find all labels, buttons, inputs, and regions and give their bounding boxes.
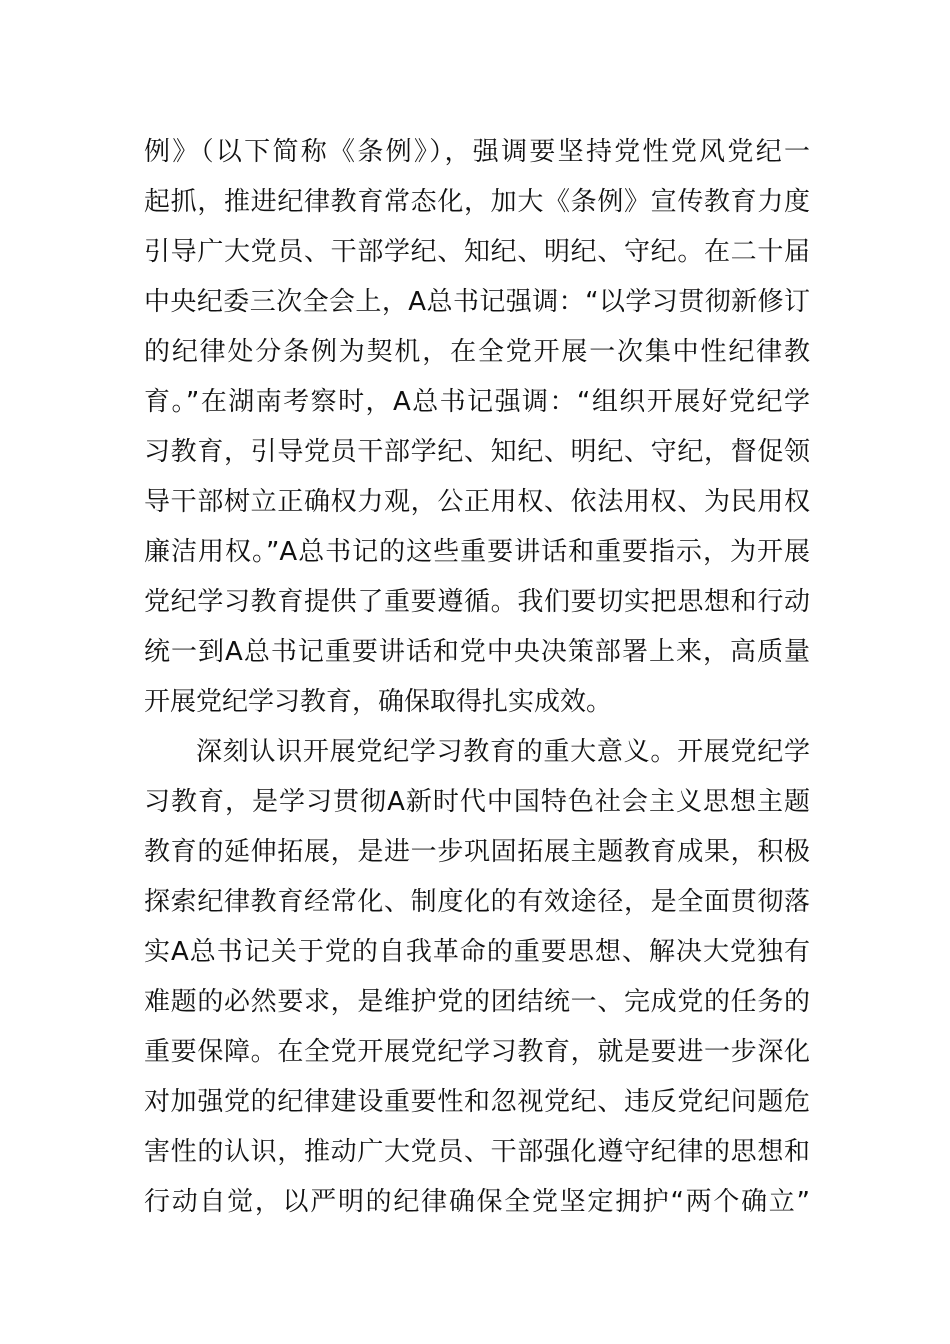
paragraph-line: 习教育，引导党员干部学纪、知纪、明纪、守纪，督促领 [144,437,810,467]
paragraph-line: 引导广大党员、干部学纪、知纪、明纪、守纪。在二十届 [144,237,810,267]
paragraph-line: 深刻认识开展党纪学习教育的重大意义。开展党纪学 [196,737,810,767]
document-body [144,127,810,1227]
paragraph-line: 害性的认识，推动广大党员、干部强化遵守纪律的思想和 [144,1137,810,1167]
paragraph-line: 起抓，推进纪律教育常态化，加大《条例》宣传教育力度 [144,187,810,217]
paragraph-line: 教育的延伸拓展，是进一步巩固拓展主题教育成果，积极 [144,837,810,867]
paragraph-line: 例》（以下简称《条例》），强调要坚持党性党风党纪一 [144,137,810,167]
paragraph-line: 重要保障。在全党开展党纪学习教育，就是要进一步深化 [144,1037,810,1067]
paragraph-line: 育。”在湖南考察时，A总书记强调：“组织开展好党纪学 [144,387,810,417]
paragraph-line: 廉洁用权。”A总书记的这些重要讲话和重要指示，为开展 [144,537,810,567]
paragraph-line: 导干部树立正确权力观，公正用权、依法用权、为民用权 [144,487,810,517]
paragraph-line: 习教育，是学习贯彻A新时代中国特色社会主义思想主题 [144,787,810,817]
paragraph-line: 探索纪律教育经常化、制度化的有效途径，是全面贯彻落 [144,887,810,917]
paragraph-1 [144,127,810,727]
paragraph-line: 行动自觉，以严明的纪律确保全党坚定拥护“两个确立” [144,1187,810,1217]
paragraph-line: 党纪学习教育提供了重要遵循。我们要切实把思想和行动 [144,587,810,617]
paragraph-line: 难题的必然要求，是维护党的团结统一、完成党的任务的 [144,987,810,1017]
paragraph-line: 对加强党的纪律建设重要性和忽视党纪、违反党纪问题危 [144,1087,810,1117]
paragraph-line: 开展党纪学习教育，确保取得扎实成效。 [144,687,613,717]
paragraph-line: 实A总书记关于党的自我革命的重要思想、解决大党独有 [144,937,810,967]
paragraph-line: 统一到A总书记重要讲话和党中央决策部署上来，高质量 [144,637,810,667]
paragraph-2 [144,727,810,1227]
paragraph-line: 的纪律处分条例为契机，在全党开展一次集中性纪律教 [144,337,810,367]
paragraph-line: 中央纪委三次全会上，A总书记强调：“以学习贯彻新修订 [144,287,810,317]
